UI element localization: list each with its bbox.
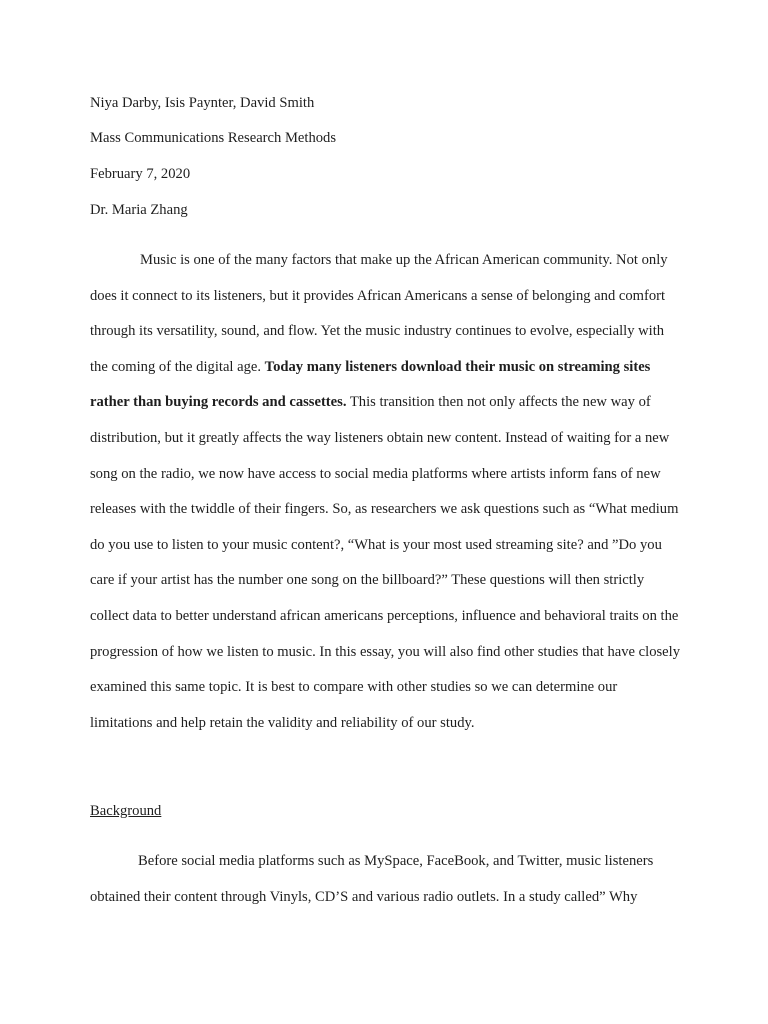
date-line: February 7, 2020: [90, 166, 191, 182]
course-line: Mass Communications Research Methods: [90, 130, 337, 146]
background-text: Before social media platforms such as MySpace, FaceBook, and Twitter, music listeners obtained their content through Vinyls, CD’S and various radio outlets. In a study called” Why: [90, 853, 654, 905]
intro-bold-sentence: Today many listeners download their music on streaming sites rather than buying records and cassettes.: [90, 358, 651, 411]
intro-text-end: This transition then not only affects the new way of distribution, but it greatly affects the way listeners obtain new content. Instead of waiting for a new song on the radio, we now have access to social media platforms where artists inform fans of new releases with the twiddle of their fingers. So, as researchers we ask questions such as “What medium do you use to listen to your music content?, “What is your most used streaming site? and ”Do you care if your artist has the number one song on the billboard?” These questions will then strictly collect data to better understand african americans perceptions, influence and behavioral traits on the progression of how we listen to music. In this essay, you will also find other studies that have closely examined this same topic. It is best to compare with other studies so we can determine our limitations and help retain the validity and reliability of our study.: [90, 394, 681, 731]
intro-text-start: Music is one of the many factors that make up the African American community. Not only does it connect to its listeners, but it provides African Americans a sense of belonging and comfort through its versatility, sound, and flow. Yet the music industry continues to evolve, especially with the coming of the digital age.: [90, 252, 668, 375]
intro-paragraph: [90, 243, 680, 741]
instructor-line: Dr. Maria Zhang: [90, 202, 188, 218]
authors-line: Niya Darby, Isis Paynter, David Smith: [90, 95, 315, 111]
background-paragraph: [90, 844, 680, 915]
background-heading: Background: [90, 803, 162, 819]
